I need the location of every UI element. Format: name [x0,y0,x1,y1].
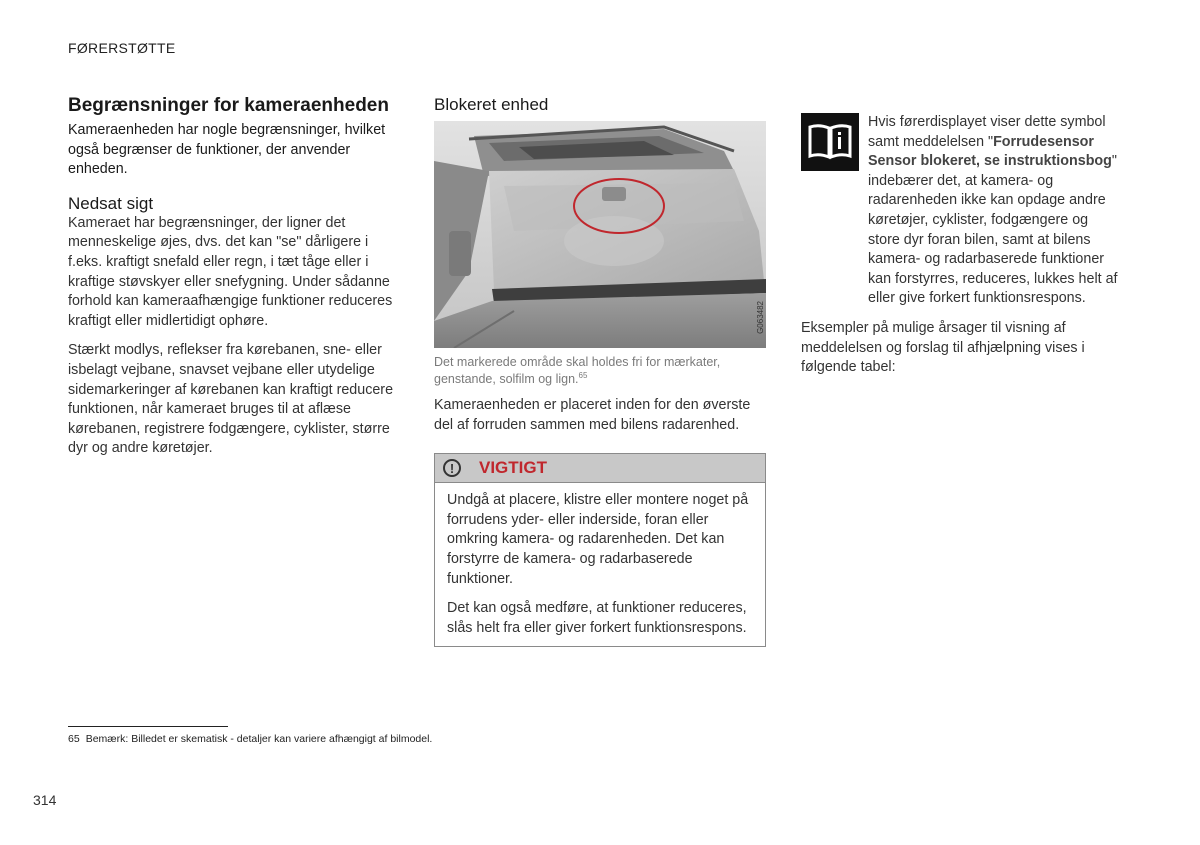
footnote-number: 65 [68,733,80,745]
column-right [801,113,1133,378]
warning-body [435,483,765,646]
caption-text: Det markerede område skal holdes fri for mærkater, genstande, solfilm og lign. [434,355,721,386]
paragraph-backlight: Stærkt modlys, reflekser fra kørebanen, sne- eller isbelagt vejbane, snavset vejbane eller utydelige sidemarkeringer af kørebanen kan kraftigt reducere funktionen, når kameraet bruges til at aflæse kørebanen, registrere fodgængere, cyklister, større dyr og andre køretøjer. [68,342,394,457]
footnote-text: Bemærk: Billedet er skematisk - detaljer kan variere afhængigt af bilmodel. [85,733,433,745]
subheading-reduced-visibility: Nedsat sigt [68,193,154,213]
footnote-divider [68,726,228,727]
page-title: Begrænsninger for kameraenheden [68,95,389,116]
image-code: G063482 [756,301,765,334]
windshield-illustration [434,121,766,348]
image-caption [434,354,766,388]
symbol-text-intro: Hvis førerdisplayet viser dette symbol samt meddelelsen " [868,114,1106,150]
windshield-photo-svg [434,121,766,348]
display-message: Forrudesensor Sensor blokeret, se instruktionsbog [868,133,1112,170]
manual-book-icon [801,113,859,171]
page-number: 314 [33,792,57,808]
exclamation-circle-icon: ! [443,459,461,477]
warning-paragraph-1: Undgå at placere, klistre eller montere noget på forrudens yder- eller inderside, foran eller omkring kamera- og radarenheden. Det kan forstyrre de kamera- og radarbaserede funktioner. [447,492,749,587]
warning-box [434,453,766,647]
warning-header [435,454,765,483]
symbol-text-rest: " indebærer det, at kamera- og radarenheden ikke kan opdage andre køretøjer, cyklister, fodgængere og store dyr foran bilen, samt at bilens kamera- og radarbaserede funktioner kan forstyrres, reduceres, lukkes helt af eller give forkert funktionsrespons. [868,153,1118,307]
symbol-block [801,113,1133,309]
column-left [68,95,398,459]
footnote [68,733,432,745]
paragraph-examples: Eksempler på mulige årsager til visning af meddelelsen og forslag til afhjælpning vises i følgende tabel: [801,319,1085,376]
warning-title: VIGTIGT [479,458,547,478]
paragraph-reduced-visibility: Kameraet har begrænsninger, der ligner det menneskelige øjes, dvs. det kan "se" dårligere i f.eks. kraftigt snefald eller regn, i tæt tåge eller i kraftige støvskyer eller snefygning. Under sådanne forhold kan kameraafhængige funktioner reduceres kraftigt eller midlertidigt ophøre. [68,214,393,329]
warning-paragraph-2: Det kan også medføre, at funktioner reduceres, slås helt fra eller giver forkert funktionsrespons. [447,600,747,636]
intro-paragraph: Kameraenheden har nogle begrænsninger, hvilket også begrænser de funktioner, der anvender enheden. [68,122,386,178]
section-header: FØRERSTØTTE [68,40,176,56]
column-middle [434,95,766,647]
paragraph-camera-location: Kameraenheden er placeret inden for den øverste del af forruden sammen med bilens radarenhed. [434,397,751,433]
subheading-blocked-unit: Blokeret enhed [434,95,549,114]
footnote-ref[interactable]: 65 [578,370,588,380]
